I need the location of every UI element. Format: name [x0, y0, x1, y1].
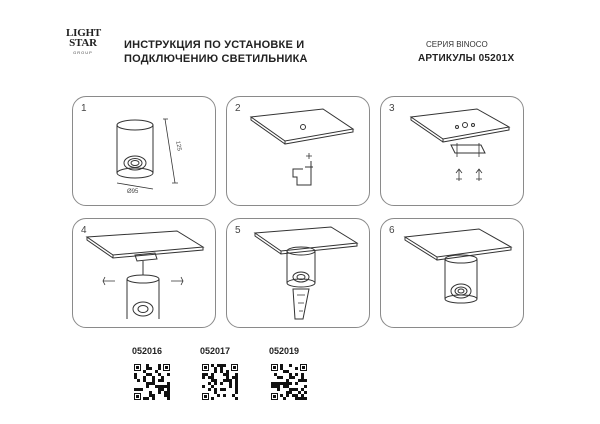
step-6-panel: [380, 218, 524, 328]
step-number: 6: [389, 225, 395, 236]
step-number: 2: [235, 103, 241, 114]
article-code-3: 052019: [269, 346, 300, 356]
title-line-1: ИНСТРУКЦИЯ ПО УСТАНОВКЕ И: [124, 39, 305, 51]
logo-line-2: STAR: [69, 37, 97, 49]
step-number: 5: [235, 225, 241, 236]
article-code-1: 052016: [132, 346, 163, 356]
title-line-2: ПОДКЛЮЧЕНИЮ СВЕТИЛЬНИКА: [124, 53, 308, 65]
step-4-illustration: [73, 219, 217, 329]
logo-line-3: GROUP: [73, 50, 93, 55]
step-1-illustration: [73, 97, 217, 207]
step-5-panel: [226, 218, 370, 328]
document-title: [124, 38, 308, 66]
step-3-panel: [380, 96, 524, 206]
step-4-panel: [72, 218, 216, 328]
step-1-panel: [72, 96, 216, 206]
step-number: 1: [81, 103, 87, 114]
step-6-illustration: [381, 219, 525, 329]
logo-line-1: LIGHT: [66, 27, 102, 39]
step-number: 4: [81, 225, 87, 236]
step-2-panel: [226, 96, 370, 206]
qr-code-052017[interactable]: [202, 364, 238, 400]
step-5-illustration: [227, 219, 371, 329]
height-dimension-label: 125: [174, 140, 182, 152]
series-label: СЕРИЯ BINOCO: [426, 40, 488, 49]
step-number: 3: [389, 103, 395, 114]
qr-code-052016[interactable]: [134, 364, 170, 400]
diameter-dimension-label: Ø95: [127, 189, 139, 195]
step-3-illustration: [381, 97, 525, 207]
qr-code-052019[interactable]: [271, 364, 307, 400]
article-code-2: 052017: [200, 346, 231, 356]
article-label: АРТИКУЛЫ 05201X: [418, 53, 515, 64]
brand-logo: [66, 28, 100, 55]
step-2-illustration: [227, 97, 371, 207]
